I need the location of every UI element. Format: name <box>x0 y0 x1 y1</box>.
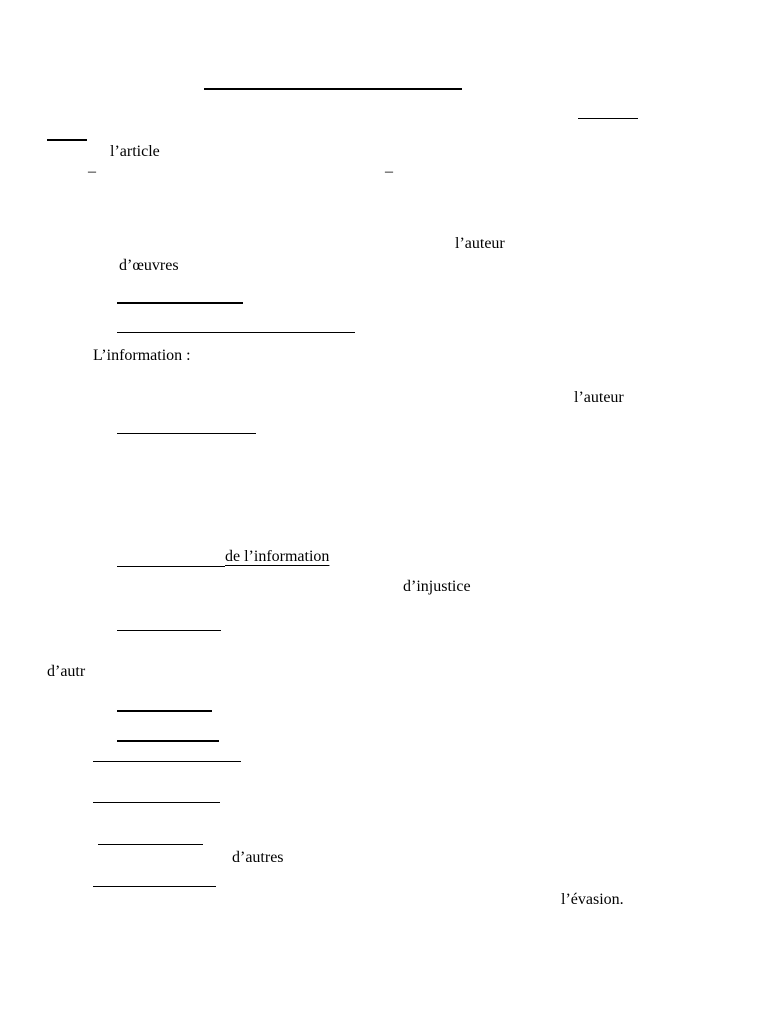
underline-top-right <box>578 118 638 119</box>
underline-6 <box>117 710 212 712</box>
word-lauteur-2: l’auteur <box>574 389 624 406</box>
underline-3 <box>117 433 256 434</box>
title-underline <box>204 88 462 90</box>
underline-5 <box>117 630 221 631</box>
underline-7 <box>117 740 219 742</box>
underline-9 <box>93 802 220 803</box>
linformation-label: L’information : <box>93 347 191 364</box>
dash-right: – <box>385 163 393 180</box>
underline-11 <box>93 886 216 887</box>
word-dautr: d’autr <box>47 663 86 680</box>
underline-4 <box>117 566 225 567</box>
dash-left: – <box>88 163 96 180</box>
underline-8 <box>93 761 241 762</box>
word-dautres: d’autres <box>232 849 284 866</box>
word-lauteur-1: l’auteur <box>455 235 505 252</box>
word-levasion: l’évasion. <box>561 891 624 908</box>
underline-10 <box>98 844 203 845</box>
underline-top-left <box>47 139 87 141</box>
underline-1 <box>117 302 243 304</box>
word-de-linformation: de l’information <box>225 548 330 565</box>
underline-2 <box>117 332 355 333</box>
word-doeuvres: d’œuvres <box>119 257 179 274</box>
word-larticle: l’article <box>110 143 160 160</box>
word-dinjustice: d’injustice <box>403 578 471 595</box>
